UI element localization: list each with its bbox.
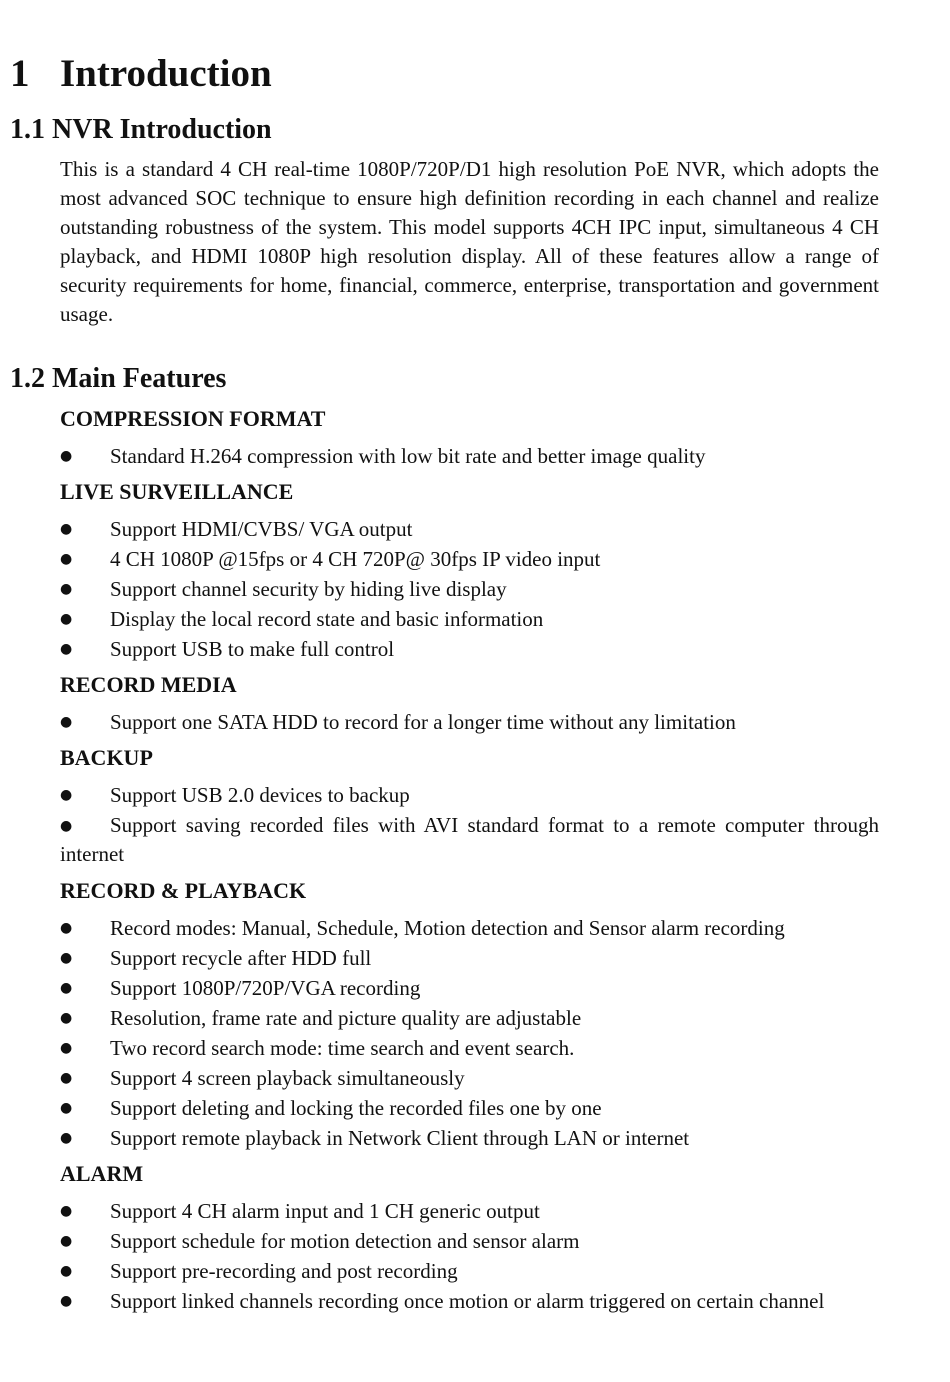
- bullet-icon: ●: [60, 521, 73, 537]
- list-item: ● Standard H.264 compression with low bit rate and better image quality: [60, 441, 879, 471]
- list-item: ● Support deleting and locking the recorded files one by one: [60, 1093, 879, 1123]
- list-item: ● Support pre-recording and post recording: [60, 1256, 879, 1286]
- list-item: ● Support linked channels recording once motion or alarm triggered on certain channel: [60, 1286, 879, 1316]
- list-item: ● Support recycle after HDD full: [60, 943, 879, 973]
- bullet-icon: ●: [60, 1293, 73, 1309]
- list-item: ● Support remote playback in Network Client through LAN or internet: [60, 1123, 879, 1153]
- list-item: ● Support saving recorded files with AVI standard format to a remote computer through internet: [60, 813, 879, 866]
- bullet-icon: ●: [60, 1263, 73, 1279]
- list-item: ● Resolution, frame rate and picture quality are adjustable: [60, 1003, 879, 1033]
- bullet-icon: ●: [60, 1010, 73, 1026]
- section-heading-nvr-introduction: 1.1 NVR Introduction: [10, 114, 272, 145]
- bullet-icon: ●: [60, 1100, 73, 1116]
- bullet-icon: ●: [60, 448, 73, 464]
- list-item: ● Support USB to make full control: [60, 634, 879, 664]
- chapter-title: Introduction: [60, 52, 272, 95]
- bullet-icon: ●: [60, 818, 73, 834]
- list-item: ● 4 CH 1080P @15fps or 4 CH 720P@ 30fps IP video input: [60, 544, 879, 574]
- bullet-icon: ●: [60, 551, 73, 567]
- bullet-icon: ●: [60, 1070, 73, 1086]
- list-item: ● Support channel security by hiding live display: [60, 574, 879, 604]
- bullet-icon: ●: [60, 581, 73, 597]
- list-item: ● Support schedule for motion detection and sensor alarm: [60, 1226, 879, 1256]
- list-item: ● Record modes: Manual, Schedule, Motion detection and Sensor alarm recording: [60, 913, 879, 943]
- list-item: ● Support 4 screen playback simultaneously: [60, 1063, 879, 1093]
- bullet-icon: ●: [60, 1130, 73, 1146]
- list-item: ● Support HDMI/CVBS/ VGA output: [60, 514, 879, 544]
- bullet-icon: ●: [60, 714, 73, 730]
- bullet-icon: ●: [60, 1040, 73, 1056]
- bullet-icon: ●: [60, 920, 73, 936]
- bullet-icon: ●: [60, 611, 73, 627]
- chapter-number: 1: [10, 52, 30, 95]
- list-item: ● Two record search mode: time search and event search.: [60, 1033, 879, 1063]
- bullet-icon: ●: [60, 787, 73, 803]
- feature-group-title-alarm: ALARM: [60, 1161, 144, 1186]
- feature-group-title-backup: BACKUP: [60, 745, 153, 770]
- section-heading-main-features: 1.2 Main Features: [10, 363, 227, 394]
- list-item: ● Display the local record state and basic information: [60, 604, 879, 634]
- bullet-icon: ●: [60, 950, 73, 966]
- list-item: ● Support 1080P/720P/VGA recording: [60, 973, 879, 1003]
- bullet-icon: ●: [60, 1203, 73, 1219]
- feature-group-title-live-surveillance: LIVE SURVEILLANCE: [60, 479, 294, 504]
- list-item: ● Support USB 2.0 devices to backup: [60, 780, 879, 810]
- bullet-icon: ●: [60, 1233, 73, 1249]
- intro-paragraph: This is a standard 4 CH real-time 1080P/720P/D1 high resolution PoE NVR, which adopts the most advanced SOC technique to ensure high definition recording in each channel and realize outstanding robustness of the system. This model supports 4CH IPC input, simultaneous 4 CH playback, and HDMI 1080P high resolution display. All of these features allow a range of security requirements for home, financial, commerce, enterprise, transportation and government usage.: [60, 157, 879, 326]
- chapter-heading: [10, 50, 272, 98]
- list-item: ● Support one SATA HDD to record for a longer time without any limitation: [60, 707, 879, 737]
- bullet-icon: ●: [60, 641, 73, 657]
- feature-group-title-record-playback: RECORD & PLAYBACK: [60, 878, 307, 903]
- list-item: ● Support 4 CH alarm input and 1 CH generic output: [60, 1196, 879, 1226]
- feature-group-title-record-media: RECORD MEDIA: [60, 672, 237, 697]
- feature-group-title-compression: COMPRESSION FORMAT: [60, 406, 326, 431]
- bullet-icon: ●: [60, 980, 73, 996]
